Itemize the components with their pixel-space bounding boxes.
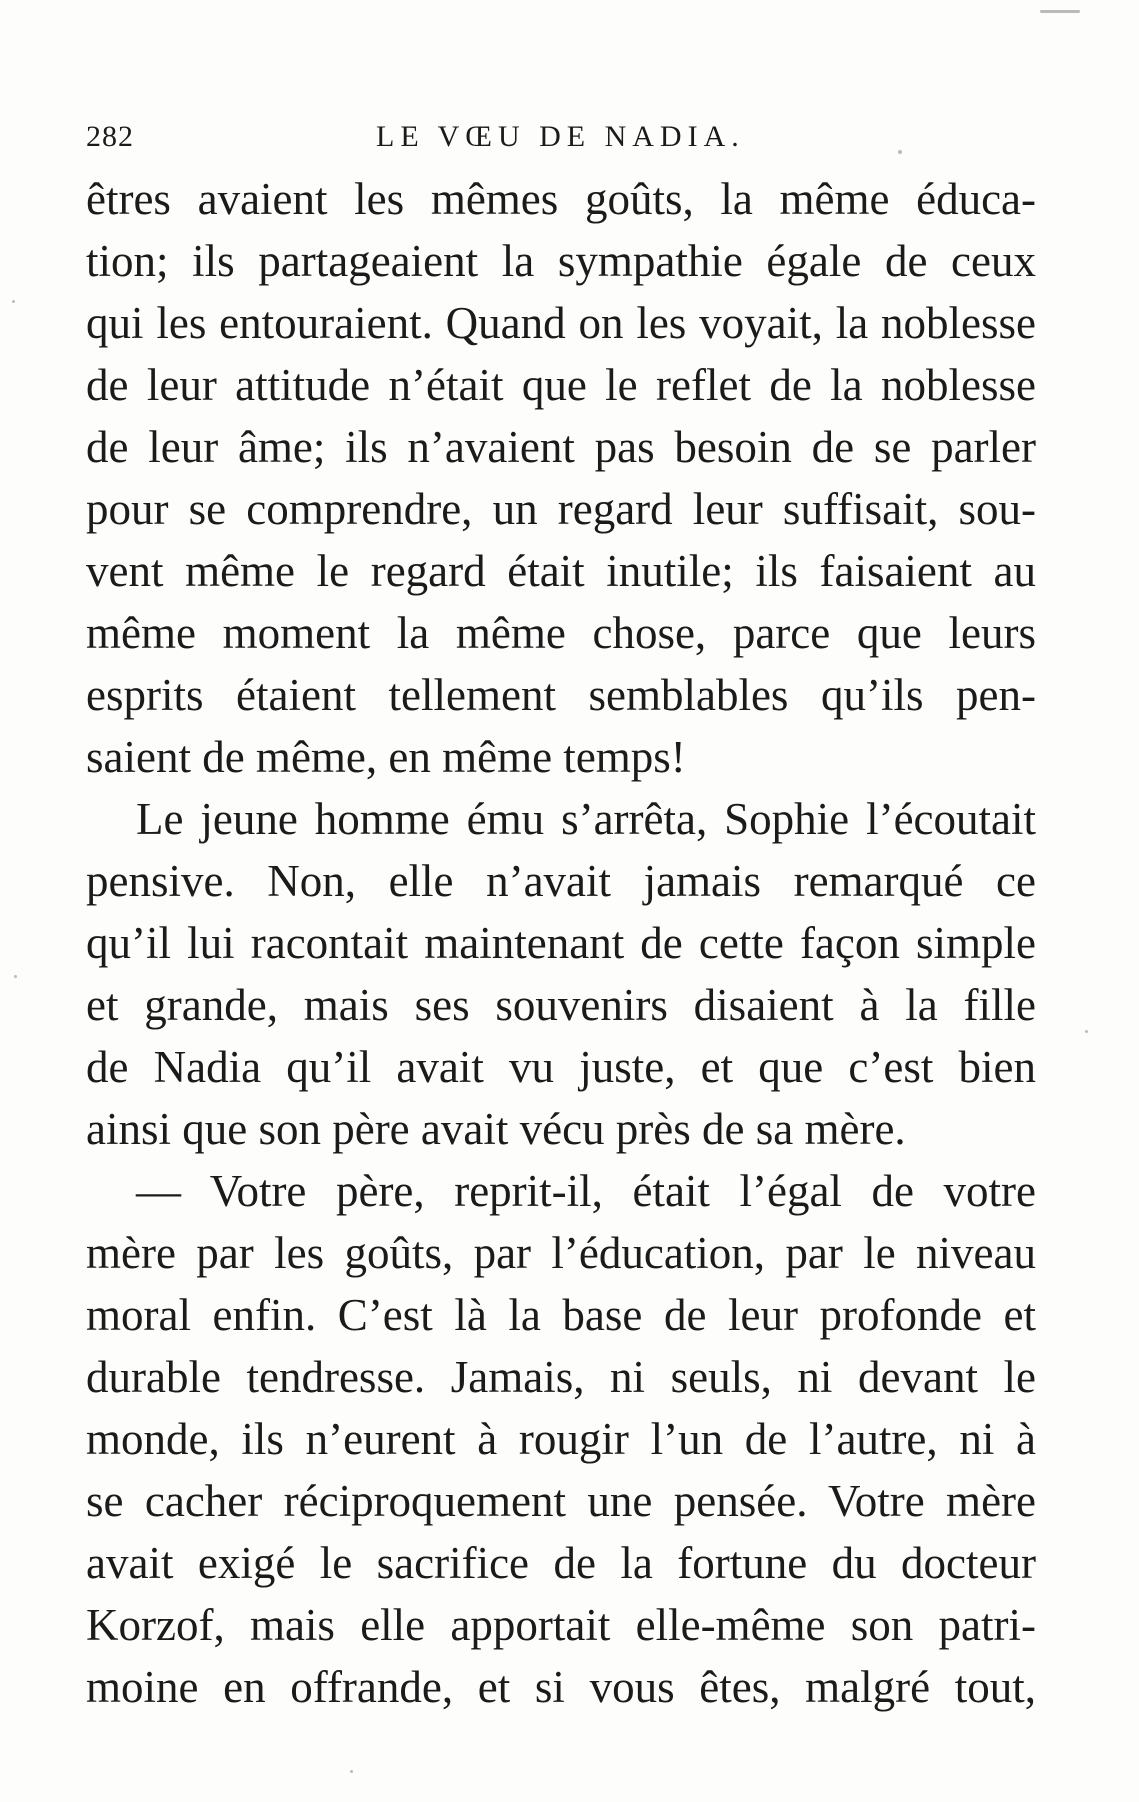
paper-speck bbox=[898, 150, 902, 154]
text-line: se cacher réciproquement une pensée. Votre mère bbox=[86, 1476, 1036, 1526]
text-line: moral enfin. C’est là la base de leur profonde et bbox=[86, 1290, 1036, 1340]
text-line: êtres avaient les mêmes goûts, la même éduca- bbox=[86, 174, 1036, 224]
text-line: avait exigé le sacrifice de la fortune du docteur bbox=[86, 1538, 1036, 1588]
paper-speck bbox=[14, 975, 17, 978]
page-number: 282 bbox=[86, 120, 134, 153]
text-line: moine en offrande, et si vous êtes, malgré tout, bbox=[86, 1662, 1036, 1712]
text-line: tion; ils partageaient la sympathie égale de ceux bbox=[86, 236, 1036, 286]
text-line: de leur âme; ils n’avaient pas besoin de se parler bbox=[86, 422, 1036, 472]
text-line: de Nadia qu’il avait vu juste, et que c’est bien bbox=[86, 1042, 1036, 1092]
paper-speck bbox=[1040, 10, 1080, 13]
text-line: — Votre père, reprit-il, était l’égal de votre bbox=[136, 1166, 1036, 1216]
body-text bbox=[86, 168, 1036, 1718]
text-line: durable tendresse. Jamais, ni seuls, ni devant le bbox=[86, 1352, 1036, 1402]
text-line: esprits étaient tellement semblables qu’ils pen- bbox=[86, 670, 1036, 720]
text-line: monde, ils n’eurent à rougir l’un de l’autre, ni à bbox=[86, 1414, 1036, 1464]
text-line: mère par les goûts, par l’éducation, par le niveau bbox=[86, 1228, 1036, 1278]
running-head bbox=[86, 112, 1046, 162]
text-line: ainsi que son père avait vécu près de sa mère. bbox=[86, 1104, 906, 1154]
text-line: vent même le regard était inutile; ils faisaient au bbox=[86, 546, 1036, 596]
paper-speck bbox=[12, 300, 15, 303]
text-line: et grande, mais ses souvenirs disaient à la fille bbox=[86, 980, 1036, 1030]
paper-speck bbox=[1085, 1030, 1088, 1033]
text-line: pour se comprendre, un regard leur suffisait, sou- bbox=[86, 484, 1036, 534]
running-title: LE VŒU DE NADIA. bbox=[376, 120, 745, 153]
text-line: pensive. Non, elle n’avait jamais remarqué ce bbox=[86, 856, 1036, 906]
text-line: Le jeune homme ému s’arrêta, Sophie l’écoutait bbox=[136, 794, 1036, 844]
text-line: qui les entouraient. Quand on les voyait, la noblesse bbox=[86, 298, 1036, 348]
text-line: Korzof, mais elle apportait elle-même son patri- bbox=[86, 1600, 1036, 1650]
text-line: qu’il lui racontait maintenant de cette façon simple bbox=[86, 918, 1036, 968]
paper-speck bbox=[350, 1770, 353, 1773]
text-line: saient de même, en même temps! bbox=[86, 732, 686, 782]
text-line: même moment la même chose, parce que leurs bbox=[86, 608, 1036, 658]
text-line: de leur attitude n’était que le reflet de la noblesse bbox=[86, 360, 1036, 410]
